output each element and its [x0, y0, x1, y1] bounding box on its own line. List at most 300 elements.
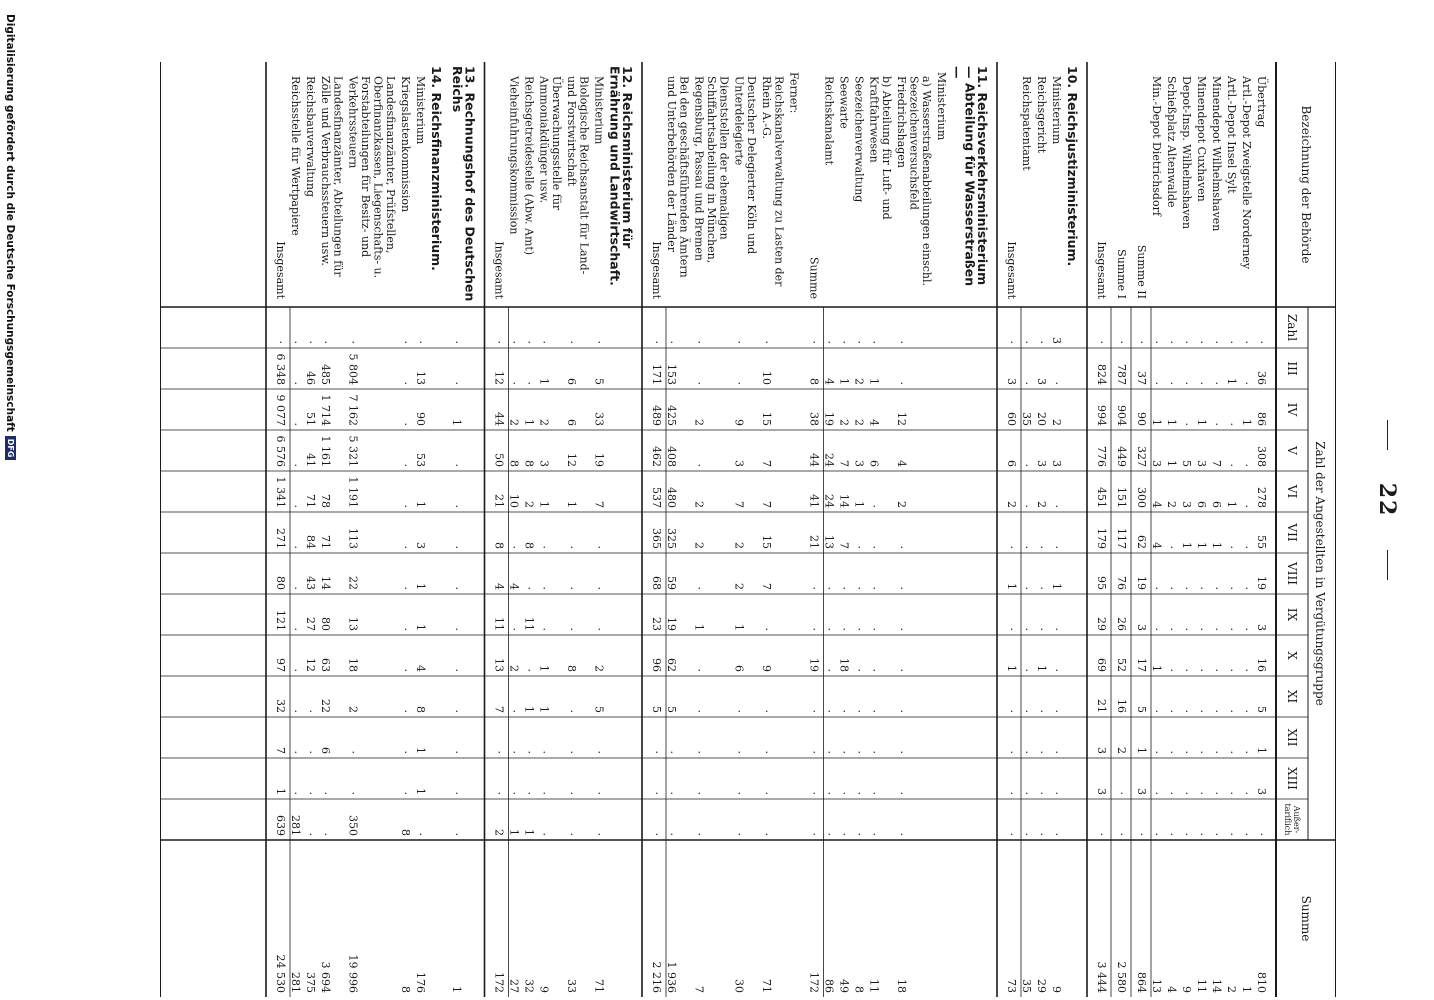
row-35-cell-8: 2 — [507, 665, 521, 672]
row-8-sum: 864 — [1135, 972, 1148, 993]
row-36-cell-10: · — [492, 750, 506, 754]
row-29-cell-5: 365 — [650, 528, 663, 549]
row-15-cell-1: 3 — [1005, 378, 1018, 385]
row-22-cell-8: · — [822, 668, 836, 672]
row-1-cell-4: · — [1240, 504, 1253, 508]
row-22-cell-5: 13 — [822, 535, 836, 549]
row-32-cell-1: 6 — [565, 378, 578, 385]
row-31-cell-2: 33 — [592, 412, 606, 426]
row-42-cell-2: 1 714 — [319, 394, 332, 426]
row-17-label-0: Ministerium — [935, 72, 948, 141]
row-0-cell-2: 86 — [1255, 412, 1268, 426]
row-10-cell-1: 824 — [1095, 364, 1108, 385]
row-37-cell-12: · — [450, 832, 463, 836]
row-20-cell-12: · — [852, 832, 866, 836]
staff-table — [160, 62, 1336, 997]
row-31-cell-10: · — [592, 750, 606, 754]
row-20-cell-1: 2 — [852, 378, 866, 385]
row-0-cell-9: 5 — [1255, 706, 1268, 713]
row-18-label-2: Friedrichshagen — [895, 76, 908, 168]
row-27-cell-4: 2 — [692, 501, 706, 508]
row-7-cell-3: 3 — [1150, 460, 1163, 467]
row-20-cell-8: · — [852, 668, 866, 672]
row-41-cell-7: 13 — [346, 617, 360, 631]
row-14-cell-5: · — [1020, 545, 1033, 549]
row-10-cell-10: 3 — [1095, 747, 1108, 754]
row-22-cell-4: 24 — [822, 494, 836, 508]
row-6-cell-3: 1 — [1165, 460, 1178, 467]
row-28-cell-5: 325 — [665, 528, 678, 549]
row-9-sum: 2 580 — [1115, 961, 1128, 993]
row-20-cell-0: · — [852, 340, 866, 344]
row-0-cell-11: 3 — [1255, 788, 1268, 795]
row-22-cell-9: · — [822, 709, 836, 713]
row-9-cell-9: 16 — [1115, 699, 1128, 713]
digitization-credit — [4, 14, 16, 460]
row-19-cell-6: · — [867, 586, 881, 590]
row-34-cell-5: 8 — [522, 542, 536, 549]
row-15-cell-8: 1 — [1005, 665, 1018, 672]
column-header-12-a: Außer- — [1292, 805, 1301, 834]
row-37-label-0: 13. Rechnungshof des Deutschen — [462, 66, 478, 302]
column-header-0: Zahl — [1285, 313, 1299, 342]
row-20-cell-10: · — [852, 750, 866, 754]
row-18-cell-1: · — [895, 381, 908, 385]
row-40-cell-9: · — [399, 709, 412, 713]
row-35-cell-0: · — [507, 340, 521, 344]
row-6-cell-12: · — [1165, 832, 1178, 836]
row-43-cell-2: 51 — [304, 412, 317, 426]
row-32-label-1: und Forstwirtschaft — [565, 76, 578, 187]
row-21-cell-3: 7 — [837, 460, 851, 467]
row-32-cell-2: 6 — [565, 419, 578, 426]
row-5-cell-7: · — [1180, 627, 1193, 631]
dfg-logo: DFG — [5, 436, 16, 461]
row-41-sum: 19 996 — [346, 954, 360, 993]
row-37-cell-11: · — [450, 791, 463, 795]
row-2-cell-7: · — [1225, 627, 1238, 631]
row-45-cell-4: 1 341 — [274, 476, 287, 508]
row-22-cell-2: 19 — [822, 412, 836, 426]
row-26-cell-1: · — [732, 381, 746, 385]
column-header-11: XIII — [1285, 767, 1299, 790]
row-20-cell-2: 2 — [852, 419, 866, 426]
row-6-cell-0: · — [1165, 340, 1178, 344]
row-36-cell-1: 12 — [492, 371, 506, 385]
row-18-cell-3: 4 — [895, 460, 908, 467]
row-43-cell-1: 46 — [304, 371, 317, 385]
row-26-cell-2: 9 — [732, 419, 746, 426]
row-3-cell-10: · — [1210, 750, 1223, 754]
row-32-cell-3: 12 — [565, 453, 578, 467]
row-5-cell-1: · — [1180, 381, 1193, 385]
row-6-cell-6: · — [1165, 586, 1178, 590]
row-36-cell-8: 13 — [492, 658, 506, 672]
row-29-cell-1: 171 — [650, 364, 663, 385]
row-5-cell-6: · — [1180, 586, 1193, 590]
row-23-cell-8: 19 — [807, 658, 821, 672]
row-45-cell-1: 6 348 — [274, 353, 287, 385]
row-0-cell-3: 308 — [1255, 446, 1268, 467]
row-32-cell-0: · — [565, 340, 578, 344]
row-28-cell-3: 408 — [665, 446, 678, 467]
row-2-cell-9: · — [1225, 709, 1238, 713]
row-20-cell-11: · — [852, 791, 866, 795]
row-45-cell-6: 80 — [274, 576, 287, 590]
row-8-cell-1: 37 — [1135, 371, 1148, 385]
row-43-cell-10: · — [304, 750, 317, 754]
row-42-cell-6: 14 — [319, 576, 332, 590]
row-13-cell-8: 1 — [1035, 665, 1048, 672]
row-40-cell-10: · — [399, 750, 412, 754]
row-39-cell-12: · — [414, 832, 427, 836]
row-2-cell-1: 1 — [1225, 378, 1238, 385]
row-0-cell-7: 3 — [1255, 624, 1268, 631]
row-18-cell-4: 2 — [895, 501, 908, 508]
row-1-cell-8: · — [1240, 668, 1253, 672]
row-33-cell-4: 1 — [537, 501, 551, 508]
row-14-cell-12: · — [1020, 832, 1033, 836]
row-27-cell-8: · — [692, 668, 706, 672]
row-12-cell-6: 1 — [1050, 583, 1063, 590]
column-header-12-b: tariflich — [1283, 803, 1292, 836]
row-41-cell-0: · — [346, 340, 360, 344]
row-4-cell-7: · — [1195, 627, 1208, 631]
row-36-cell-0: · — [492, 340, 506, 344]
row-40-cell-12: 8 — [399, 829, 412, 836]
row-0-cell-4: 278 — [1255, 487, 1268, 508]
row-10-cell-3: 776 — [1095, 446, 1108, 467]
row-39-cell-3: 53 — [414, 453, 427, 467]
row-36-cell-7: 11 — [492, 617, 506, 631]
row-5-cell-11: · — [1180, 791, 1193, 795]
row-12-cell-5: · — [1050, 545, 1063, 549]
row-33-cell-9: 1 — [537, 706, 551, 713]
row-29-cell-9: 5 — [650, 706, 663, 713]
row-0-cell-6: 19 — [1255, 576, 1268, 590]
row-37-cell-9: · — [450, 709, 463, 713]
row-4-cell-6: · — [1195, 586, 1208, 590]
row-8-cell-6: 19 — [1135, 576, 1148, 590]
row-28-cell-9: 5 — [665, 706, 678, 713]
row-25-label-1: Rhein A.-G. — [760, 76, 773, 140]
row-34-cell-3: 8 — [522, 460, 536, 467]
row-27-sum: 7 — [692, 986, 706, 993]
row-34-cell-8: · — [522, 668, 536, 672]
row-11-label-0: 10. Reichsjustizministerium. — [1065, 66, 1080, 267]
column-header-3: V — [1285, 446, 1299, 455]
row-14-label-0: Reichspatentamt — [1020, 76, 1033, 171]
row-33-label-1: Ammoniakdünger usw. — [537, 76, 551, 204]
row-19-cell-0: · — [867, 340, 881, 344]
row-26-cell-9: · — [732, 709, 746, 713]
row-36-cell-3: 50 — [492, 453, 506, 467]
row-4-sum: 11 — [1195, 979, 1208, 993]
row-7-cell-1: · — [1150, 381, 1163, 385]
row-19-cell-8: · — [867, 668, 881, 672]
row-37-sum: 1 — [450, 986, 463, 993]
row-12-cell-3: 3 — [1050, 460, 1063, 467]
row-42-cell-9: 22 — [319, 699, 332, 713]
row-14-cell-3: · — [1020, 463, 1033, 467]
row-20-cell-6: · — [852, 586, 866, 590]
row-27-cell-10: · — [692, 750, 706, 754]
row-32-label-0: Biologische Reichsanstalt für Land- — [577, 76, 591, 275]
row-45-cell-5: 271 — [274, 528, 287, 549]
row-10-cell-4: 451 — [1095, 487, 1108, 508]
row-0-sum: 810 — [1255, 972, 1268, 993]
row-29-cell-4: 537 — [650, 487, 663, 508]
row-21-cell-0: · — [837, 340, 851, 344]
row-0-cell-8: 16 — [1255, 658, 1268, 672]
row-20-label-0: Seezeichenverwaltung — [852, 76, 866, 203]
row-39-cell-11: 1 — [414, 788, 427, 795]
row-35-cell-3: 8 — [507, 460, 521, 467]
row-26-cell-12: · — [732, 832, 746, 836]
row-21-cell-4: 14 — [837, 494, 851, 508]
row-18-sum: 18 — [895, 979, 908, 993]
row-41-label-3: Verkehrssteuern — [346, 76, 360, 169]
row-3-cell-0: · — [1210, 340, 1223, 344]
row-18-label-0: a) Wasserstraßenabteilungen einschl. — [920, 76, 933, 287]
row-26-cell-11: · — [732, 791, 746, 795]
row-21-cell-7: · — [837, 627, 851, 631]
row-45-cell-10: 7 — [274, 747, 287, 754]
row-29-sum: 2 216 — [650, 961, 663, 993]
row-8-cell-3: 327 — [1135, 446, 1148, 467]
row-25-cell-4: 7 — [760, 501, 773, 508]
row-5-cell-8: · — [1180, 668, 1193, 672]
row-32-cell-5: · — [565, 545, 578, 549]
row-12-cell-9: · — [1050, 709, 1063, 713]
row-25-label-0: Reichskanalverwaltung zu Lasten der — [772, 76, 786, 287]
row-22-cell-0: · — [822, 340, 836, 344]
row-20-cell-5: · — [852, 545, 866, 549]
row-8-cell-11: 3 — [1135, 788, 1148, 795]
row-41-cell-5: 113 — [346, 528, 360, 549]
row-7-sum: 13 — [1150, 979, 1163, 993]
row-9-cell-0: · — [1115, 340, 1128, 344]
row-31-cell-5: · — [592, 545, 606, 549]
row-41-cell-11: · — [346, 791, 360, 795]
row-12-cell-4: · — [1050, 504, 1063, 508]
row-33-cell-3: 3 — [537, 460, 551, 467]
row-37-cell-5: · — [450, 545, 463, 549]
row-43-cell-7: 27 — [304, 617, 317, 631]
row-34-cell-9: 1 — [522, 706, 536, 713]
row-27-cell-12: · — [692, 832, 706, 836]
row-1-sum: 1 — [1240, 986, 1253, 993]
row-2-cell-6: · — [1225, 586, 1238, 590]
row-0-cell-0: · — [1255, 340, 1268, 344]
row-36-cell-2: 44 — [492, 412, 506, 426]
row-5-cell-9: · — [1180, 709, 1193, 713]
row-23-cell-3: 44 — [807, 453, 821, 467]
row-9-label-0: Summe I — [1115, 249, 1128, 299]
row-36-cell-12: 2 — [492, 829, 506, 836]
row-15-label-0: Insgesamt — [1005, 241, 1018, 299]
row-43-cell-9: · — [304, 709, 317, 713]
row-0-label-0: Übertrag — [1255, 76, 1268, 128]
row-30-label-1: Ernährung und Landwirtschaft. — [607, 66, 623, 286]
row-18-cell-12: · — [895, 832, 908, 836]
row-3-cell-7: · — [1210, 627, 1223, 631]
row-6-label-0: Schießplatz Altenwalde — [1165, 76, 1178, 208]
row-14-cell-1: · — [1020, 381, 1033, 385]
row-42-cell-7: 80 — [319, 617, 332, 631]
page-header — [1350, 0, 1434, 1000]
row-18-cell-11: · — [895, 791, 908, 795]
row-9-cell-10: 2 — [1115, 747, 1128, 754]
row-34-cell-2: 1 — [522, 419, 536, 426]
row-33-cell-5: · — [537, 545, 551, 549]
row-7-cell-4: 4 — [1150, 501, 1163, 508]
row-44-cell-2: · — [289, 422, 302, 426]
row-22-cell-10: · — [822, 750, 836, 754]
row-25-cell-0: · — [760, 340, 773, 344]
row-33-label-0: Überwachungsstelle für — [550, 76, 563, 211]
column-header-9: XI — [1285, 689, 1299, 704]
row-6-cell-7: · — [1165, 627, 1178, 631]
row-33-cell-1: 1 — [537, 378, 551, 385]
row-20-sum: 8 — [852, 986, 866, 993]
row-39-cell-0: · — [414, 340, 427, 344]
row-40-cell-8: · — [399, 668, 412, 672]
row-40-cell-4: · — [399, 504, 412, 508]
row-8-label-0: Summe II — [1135, 244, 1148, 299]
row-10-cell-8: 69 — [1095, 658, 1108, 672]
column-header-8: X — [1285, 651, 1299, 660]
row-42-cell-12: · — [319, 832, 332, 836]
row-27-cell-6: · — [692, 586, 706, 590]
row-23-cell-0: · — [807, 340, 821, 344]
row-35-cell-1: · — [507, 381, 521, 385]
row-27-cell-7: 1 — [692, 624, 706, 631]
row-10-cell-0: · — [1095, 340, 1108, 344]
row-1-cell-12: · — [1240, 832, 1253, 836]
row-23-label-0: Summe — [807, 257, 821, 299]
row-14-cell-8: · — [1020, 668, 1033, 672]
row-25-cell-7: · — [760, 627, 773, 631]
row-26-cell-7: 1 — [732, 624, 746, 631]
row-19-cell-10: · — [867, 750, 881, 754]
row-31-cell-0: · — [592, 340, 606, 344]
row-13-cell-3: 3 — [1035, 460, 1048, 467]
row-42-cell-3: 1 161 — [319, 435, 332, 467]
row-44-label-0: Reichsstelle für Wertpapiere — [289, 76, 302, 236]
row-2-label-0: Artl.-Depot Insel Sylt — [1225, 76, 1238, 194]
row-9-cell-1: 787 — [1115, 364, 1128, 385]
row-29-cell-0: · — [650, 340, 663, 344]
row-28-cell-2: 425 — [665, 405, 678, 426]
row-36-cell-9: 7 — [492, 706, 506, 713]
row-18-cell-6: · — [895, 586, 908, 590]
row-9-cell-5: 117 — [1115, 528, 1128, 549]
row-27-label-1: Schiffahrtsabteilung in München, — [705, 76, 718, 264]
row-32-cell-6: · — [565, 586, 578, 590]
row-12-sum: 9 — [1050, 986, 1063, 993]
row-15-cell-4: 2 — [1005, 501, 1018, 508]
row-19-cell-5: · — [867, 545, 881, 549]
row-45-cell-9: 32 — [274, 699, 287, 713]
row-43-sum: 375 — [304, 972, 317, 993]
row-13-cell-1: 3 — [1035, 378, 1048, 385]
row-3-cell-4: 6 — [1210, 501, 1223, 508]
row-9-cell-11: · — [1115, 791, 1128, 795]
row-22-cell-7: · — [822, 627, 836, 631]
sum-column-header: Summe — [1299, 895, 1313, 942]
row-44-cell-3: · — [289, 463, 302, 467]
row-9-cell-12: · — [1115, 832, 1128, 836]
row-9-cell-3: 449 — [1115, 446, 1128, 467]
row-41-cell-8: 18 — [346, 658, 360, 672]
row-4-cell-11: · — [1195, 791, 1208, 795]
row-8-cell-2: 90 — [1135, 412, 1148, 426]
row-7-cell-0: · — [1150, 340, 1163, 344]
row-13-cell-12: · — [1035, 832, 1048, 836]
row-33-cell-2: 2 — [537, 419, 551, 426]
row-37-cell-3: · — [450, 463, 463, 467]
row-26-cell-5: 2 — [732, 542, 746, 549]
row-21-sum: 49 — [837, 979, 851, 993]
row-32-sum: 33 — [565, 979, 578, 993]
row-31-cell-8: 2 — [592, 665, 606, 672]
name-column-header: Bezeichnung der Behörde — [1299, 105, 1313, 264]
row-10-sum: 3 444 — [1095, 961, 1108, 993]
row-3-cell-5: 1 — [1210, 542, 1223, 549]
row-20-cell-3: 3 — [852, 460, 866, 467]
row-7-label-0: Min.-Depot Dietrichsdorf — [1150, 76, 1163, 216]
row-21-cell-8: 18 — [837, 658, 851, 672]
row-10-cell-9: 21 — [1095, 699, 1108, 713]
row-23-cell-10: · — [807, 750, 821, 754]
row-7-cell-7: · — [1150, 627, 1163, 631]
row-3-cell-9: · — [1210, 709, 1223, 713]
row-31-cell-9: 5 — [592, 706, 606, 713]
row-32-cell-8: 8 — [565, 665, 578, 672]
row-25-cell-6: 7 — [760, 583, 773, 590]
row-3-cell-11: · — [1210, 791, 1223, 795]
row-1-cell-5: · — [1240, 545, 1253, 549]
row-19-label-1: Kraftfahrwesen — [867, 76, 881, 163]
row-26-cell-8: 6 — [732, 665, 746, 672]
row-18-cell-5: · — [895, 545, 908, 549]
row-12-cell-8: · — [1050, 668, 1063, 672]
row-38-label-0: 14. Reichsfinanzministerium. — [429, 66, 444, 271]
row-41-cell-2: 7 162 — [346, 394, 360, 426]
row-3-cell-1: · — [1210, 381, 1223, 385]
row-10-cell-6: 95 — [1095, 576, 1108, 590]
row-42-cell-4: 78 — [319, 494, 332, 508]
row-29-cell-7: 23 — [650, 617, 663, 631]
row-5-cell-2: · — [1180, 422, 1193, 426]
row-21-cell-10: · — [837, 750, 851, 754]
row-19-cell-4: · — [867, 504, 881, 508]
row-41-cell-9: 2 — [346, 706, 360, 713]
row-15-cell-10: · — [1005, 750, 1018, 754]
row-13-cell-2: 20 — [1035, 412, 1048, 426]
row-23-cell-1: 8 — [807, 378, 821, 385]
row-25-cell-2: 15 — [760, 412, 773, 426]
row-15-cell-0: · — [1005, 340, 1018, 344]
row-22-cell-12: · — [822, 832, 836, 836]
row-15-cell-12: · — [1005, 832, 1018, 836]
row-27-cell-11: · — [692, 791, 706, 795]
row-29-cell-3: 462 — [650, 446, 663, 467]
row-41-cell-10: · — [346, 750, 360, 754]
row-2-sum: 2 — [1225, 986, 1238, 993]
row-31-cell-6: · — [592, 586, 606, 590]
